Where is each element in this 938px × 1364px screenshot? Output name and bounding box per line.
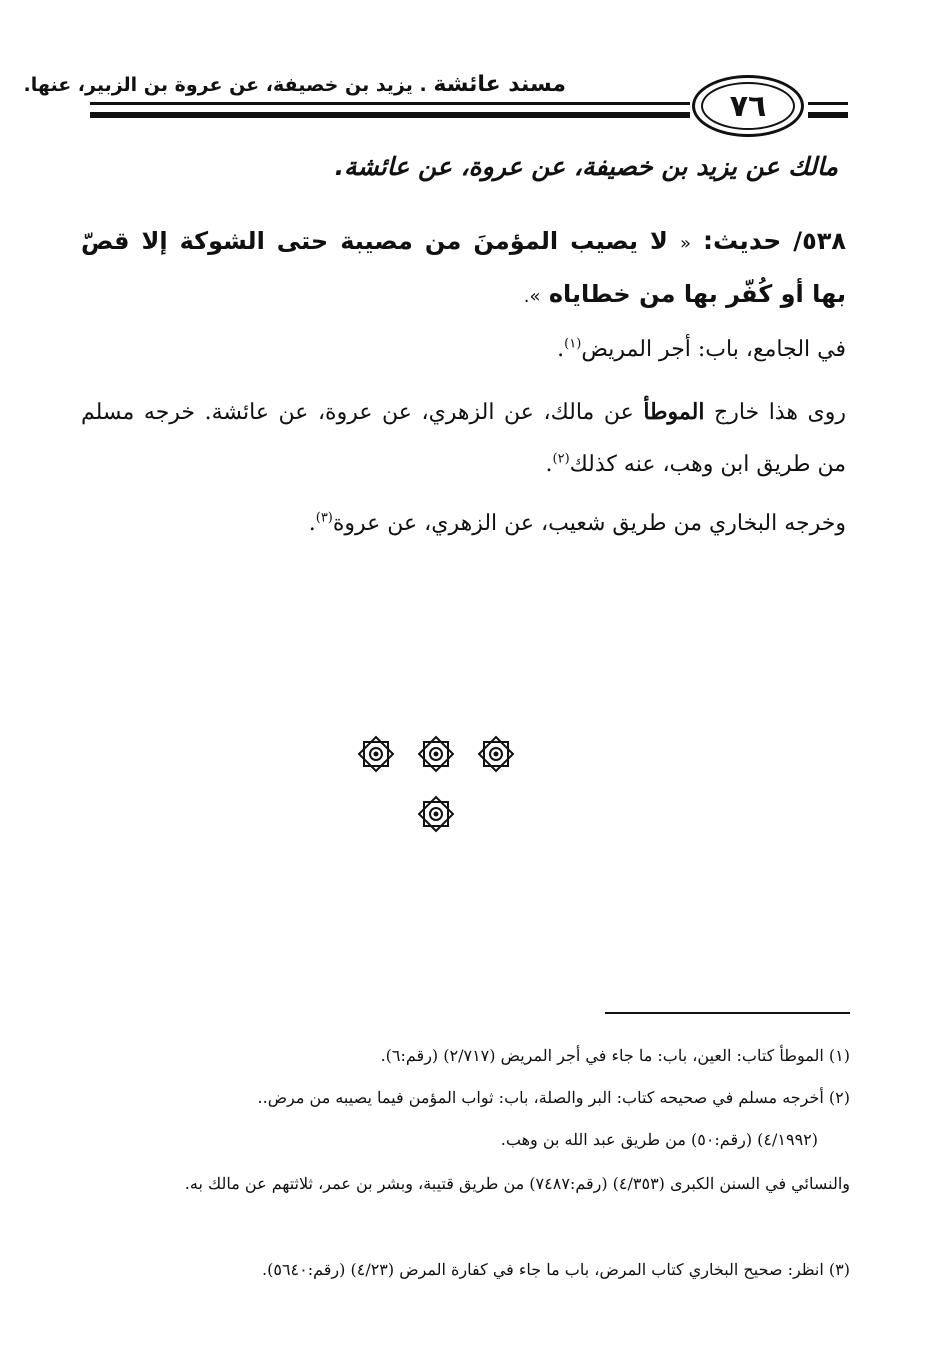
footnote-2-continued: (٤/١٩٩٢) (رقم:٥٠) من طريق عبد الله بن وهب. (500, 1130, 818, 1149)
eight-petal-flower-icon (416, 794, 456, 834)
footnote-1: (١) الموطأ كتاب: العين، باب: ما جاء في أجر المريض (٢/٧١٧) (رقم:٦). (380, 1046, 850, 1065)
paragraph-outside-muwatta (81, 386, 846, 491)
footnote-3: (٣) انظر: صحيح البخاري كتاب المرض، باب ما جاء في كفارة المرض (٤/٢٣) (رقم:٥٦٤٠). (262, 1260, 850, 1279)
header-rule-thick (90, 112, 690, 118)
section-ornament (0, 730, 938, 840)
page-number: ٧٦ (729, 88, 767, 124)
paragraph-jami (81, 324, 846, 376)
running-title-strong: مسند عائشة (433, 72, 566, 97)
footnote-ref-3: (٣) (315, 510, 333, 526)
hadith-text: لا يصيب المؤمنَ من مصيبة حتى الشوكة إلا قصّ بها أو كُفّر بها من خطاياه (81, 227, 846, 308)
hadith-close-quote: ». (523, 286, 541, 307)
eight-petal-flower-icon (416, 734, 456, 774)
eight-petal-flower-icon (476, 734, 516, 774)
hadith-open-quote: « (679, 233, 691, 254)
paragraph-outside-end: . (545, 452, 553, 477)
header-rule-thin (90, 102, 690, 105)
running-title (23, 72, 566, 97)
footnote-ref-1: (١) (564, 336, 582, 352)
footnote-2: (٢) أخرجه مسلم في صحيحه كتاب: البر والصلة، باب: ثواب المؤمن فيما يصيبه من مرض.. (257, 1088, 850, 1107)
paragraph-bukhari-text: وخرجه البخاري من طريق شعيب، عن الزهري، عن عروة (332, 511, 846, 536)
header-rule-thick-right (808, 112, 848, 118)
hadith-block (81, 216, 846, 322)
narration-chain: مالك عن يزيد بن خصيفة، عن عروة، عن عائشة. (334, 152, 838, 181)
paragraph-bukhari (81, 498, 846, 550)
paragraph-jami-text: في الجامع، باب: أجر المريض (581, 337, 846, 362)
paragraph-jami-end: . (557, 337, 565, 362)
footnote-2-nasai: والنسائي في السنن الكبرى (٤/٣٥٣) (رقم:٧٤٨٧) من طريق قتيبة، وبشر بن عمر، ثلاثتهم عن مالك به. (184, 1174, 850, 1193)
page-number-badge (692, 75, 804, 137)
header-rule-thin-right (808, 102, 848, 105)
footnote-separator (605, 1012, 850, 1014)
hadith-number: ٥٣٨/ (793, 227, 847, 255)
hadith-label: حديث: (702, 226, 782, 255)
muwatta-title: الموطأ (643, 399, 705, 425)
running-title-rest: . يزيد بن خصيفة، عن عروة بن الزبير، عنها. (23, 74, 427, 96)
paragraph-outside-a: روى هذا خارج (714, 400, 846, 425)
eight-petal-flower-icon (356, 734, 396, 774)
footnote-ref-2: (٢) (552, 451, 570, 467)
paragraph-outside-b: عن مالك، عن الزهري، عن عروة، عن عائشة. خرجه مسلم من طريق ابن وهب، عنه كذلك (81, 400, 846, 477)
paragraph-bukhari-end: . (308, 511, 316, 536)
